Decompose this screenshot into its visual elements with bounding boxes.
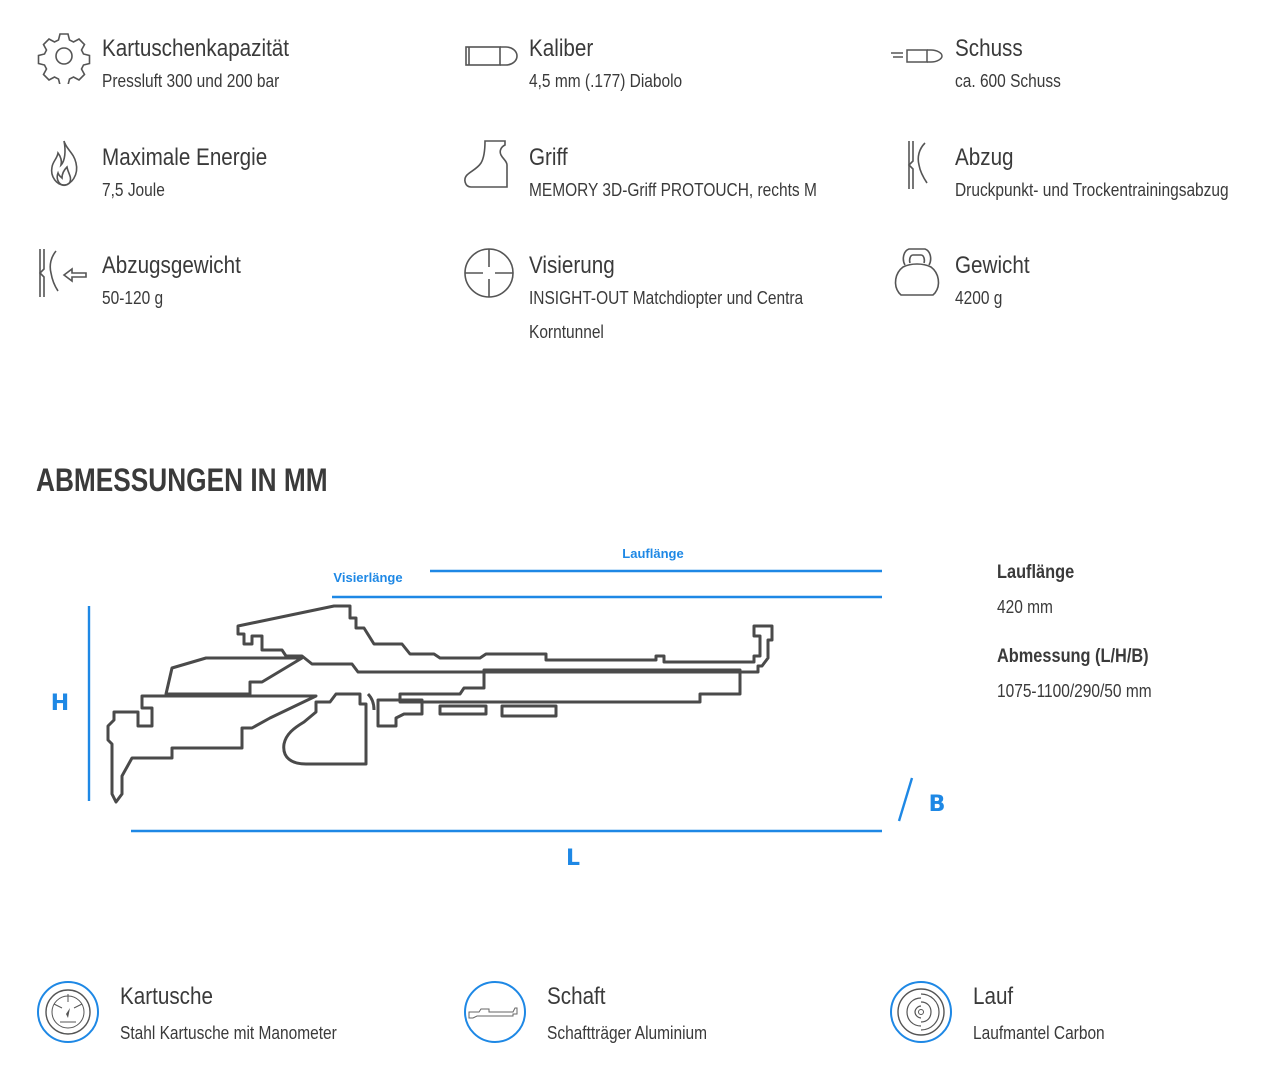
- spec-label: Gewicht: [955, 252, 1030, 279]
- feature-barrel: [889, 980, 1126, 1052]
- spec-label: Visierung: [529, 252, 615, 279]
- feature-cartridge: [36, 980, 372, 1052]
- spec-label: Schuss: [955, 35, 1023, 62]
- rifle-stock-cheek: [166, 658, 302, 694]
- length-label: L: [565, 846, 581, 871]
- feature-label: Kartusche: [120, 983, 213, 1010]
- feature-value: Stahl Kartusche mit Manometer: [120, 1023, 337, 1043]
- cartridge-manometer-icon: [36, 980, 100, 1044]
- grip-icon: [463, 137, 519, 193]
- spec-shots: [889, 34, 1078, 98]
- dimension-diagram: [0, 520, 980, 880]
- spec-value: 4,5 mm (.177) Diabolo: [529, 71, 683, 91]
- crosshair-icon: [463, 245, 519, 301]
- feature-stock: [463, 980, 733, 1052]
- barrel-carbon-icon: [889, 980, 953, 1044]
- spec-value: ca. 600 Schuss: [955, 71, 1061, 91]
- rifle-lower-2: [440, 706, 486, 714]
- trigger-icon: [889, 137, 945, 193]
- spec-grip: [463, 143, 864, 207]
- dimension-facts: [997, 556, 1177, 724]
- rifle-outline: [108, 606, 772, 802]
- spec-sight: [463, 251, 849, 349]
- kettlebell-icon: [889, 245, 945, 301]
- rifle-trigger: [368, 694, 374, 710]
- feature-label: Schaft: [547, 983, 606, 1010]
- feature-label: Lauf: [973, 983, 1014, 1010]
- fact-value: 1075-1100/290/50 mm: [997, 681, 1152, 701]
- spec-trigger: [889, 143, 1273, 207]
- trigger-weight-icon: [36, 245, 92, 301]
- spec-caliber: [463, 34, 707, 98]
- spec-cartridge-capacity: [36, 34, 319, 98]
- spec-label: Abzugsgewicht: [102, 252, 241, 279]
- spec-label: Kaliber: [529, 35, 594, 62]
- flame-icon: [36, 137, 92, 193]
- spec-label: Abzug: [955, 144, 1014, 171]
- fact-value: 420 mm: [997, 597, 1053, 617]
- width-label: B: [928, 792, 946, 817]
- spec-label: Kartuschenkapazität: [102, 35, 290, 62]
- spec-value: Druckpunkt- und Trockentrainingsabzug: [955, 180, 1229, 200]
- gear-icon: [36, 28, 92, 84]
- spec-value: INSIGHT-OUT Matchdiopter und Centra Korntunnel: [529, 288, 804, 342]
- section-title: ABMESSUNGEN IN MM: [36, 462, 328, 498]
- rifle-lower-3: [502, 706, 556, 716]
- fact-label: Abmessung (L/H/B): [997, 646, 1149, 667]
- width-line: [899, 778, 912, 821]
- spec-value: 4200 g: [955, 288, 1003, 308]
- height-label: H: [50, 691, 70, 716]
- cartridge-icon: [463, 28, 519, 84]
- rifle-action: [238, 606, 772, 672]
- sight-length-label: Visierlänge: [333, 570, 403, 585]
- spec-weight: [889, 251, 1042, 315]
- rifle-lower-1: [378, 700, 422, 726]
- fact-label: Lauflänge: [997, 562, 1075, 583]
- rifle-rail: [400, 670, 740, 702]
- stock-icon: [463, 980, 527, 1044]
- spec-value: Pressluft 300 und 200 bar: [102, 71, 280, 91]
- spec-value: 7,5 Joule: [102, 180, 165, 200]
- spec-value: MEMORY 3D-Griff PROTOUCH, rechts M: [529, 180, 817, 200]
- barrel-length-label: Lauflänge: [622, 546, 684, 561]
- spec-label: Griff: [529, 144, 568, 171]
- spec-max-energy: [36, 143, 294, 207]
- spec-trigger-weight: [36, 251, 263, 315]
- spec-label: Maximale Energie: [102, 144, 268, 171]
- bullet-icon: [889, 28, 945, 84]
- feature-value: Schaftträger Aluminium: [547, 1023, 708, 1043]
- spec-value: 50-120 g: [102, 288, 164, 308]
- feature-value: Laufmantel Carbon: [973, 1023, 1105, 1043]
